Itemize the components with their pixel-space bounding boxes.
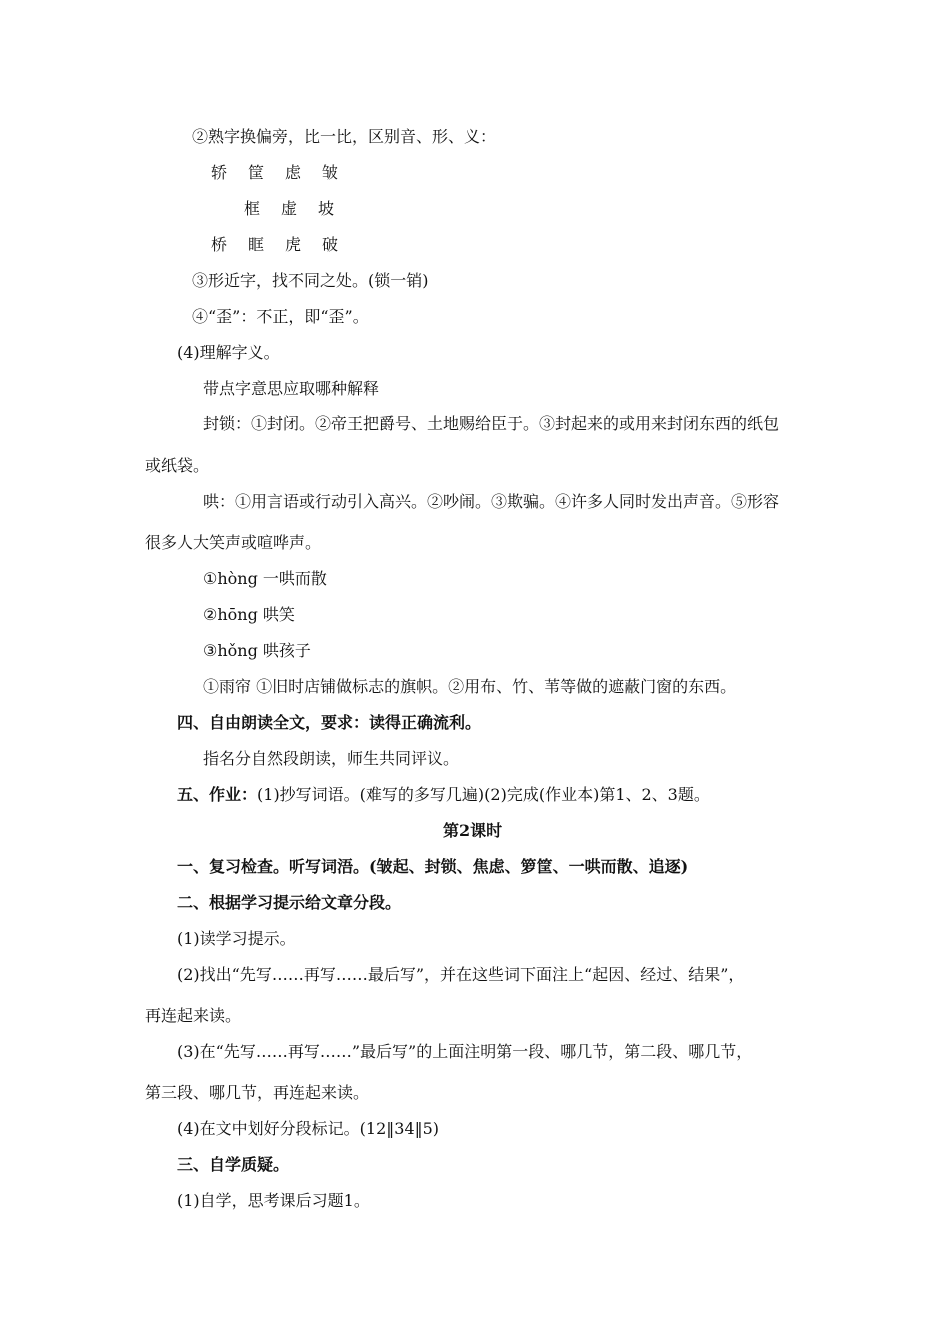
char: 破 [322, 235, 339, 254]
text-span: (1)抄写词语。(难写的多写几遍)(2)完成(作业本)第1、2、3题。 [257, 785, 710, 804]
char: 桥 [211, 235, 228, 254]
char: 眶 [248, 235, 265, 254]
text-line: ①雨帘 ①旧时店铺做标志的旗帜。②用布、竹、苇等做的遮蔽门窗的东西。 [203, 677, 737, 696]
text-line: (2)找出“先写……再写……最后写”，并在这些词下面注上“起因、经过、结果”， [177, 965, 745, 984]
char: 轿 [211, 163, 228, 182]
char-row-2 [244, 199, 355, 219]
section-heading: 一、复习检查。听写词浯。(皱起、封锁、焦虑、箩筐、一哄而散、追逐) [177, 857, 689, 876]
section-heading: 二、根据学习提示给文章分段。 [177, 893, 402, 912]
text-line: 指名分自然段朗读，师生共同评议。 [203, 749, 460, 768]
text-line: (3)在“先写……再写……”最后写”的上面注明第一段、哪几节，第二段、哪几节， [177, 1042, 753, 1061]
char: 框 [244, 199, 261, 218]
char-row-3 [211, 235, 359, 255]
text-line: 或纸袋。 [145, 456, 210, 475]
text-line: 带点字意思应取哪种解释 [203, 379, 380, 398]
char: 皱 [322, 163, 339, 182]
section-heading: 五、作业： [177, 785, 258, 804]
lesson-title: 第2课时 [443, 821, 503, 840]
text-line: 第三段、哪几节，再连起来读。 [145, 1083, 370, 1102]
text-line: ②hōng 哄笑 [203, 605, 295, 624]
text-line: 哄：①用言语或行动引入高兴。②吵闹。③欺骗。④许多人同时发出声音。⑤形容 [203, 492, 780, 511]
text-line: (1)读学习提示。 [177, 929, 296, 948]
homework-line [177, 785, 710, 805]
text-line: ④“歪”：不正，即“歪”。 [192, 307, 369, 326]
text-line: ③hǒng 哄孩子 [203, 641, 311, 660]
char: 筐 [248, 163, 265, 182]
char: 虑 [285, 163, 302, 182]
char-row-1 [211, 163, 359, 183]
text-line: 再连起来读。 [145, 1006, 242, 1025]
text-line: ①hòng 一哄而散 [203, 569, 327, 588]
char: 虎 [285, 235, 302, 254]
text-line: (4)理解字义。 [177, 343, 280, 362]
section-heading: 三、自学质疑。 [177, 1155, 290, 1174]
text-line: 很多人大笑声或喧哗声。 [145, 533, 322, 552]
char: 虚 [281, 199, 298, 218]
text-line: (4)在文中划好分段标记。(12‖34‖5) [177, 1119, 440, 1138]
text-line: 封锁：①封闭。②帝王把爵号、土地赐给臣于。③封起来的或用来封闭东西的纸包 [203, 414, 780, 433]
text-line: ③形近字，找不同之处。(锁一销) [192, 271, 429, 290]
section-heading: 四、自由朗读全文，要求：读得正确流利。 [177, 713, 482, 732]
char: 坡 [318, 199, 335, 218]
text-line: ②熟字换偏旁，比一比，区别音、形、义： [192, 127, 497, 146]
text-line: (1)自学，思考课后习题1。 [177, 1191, 370, 1210]
